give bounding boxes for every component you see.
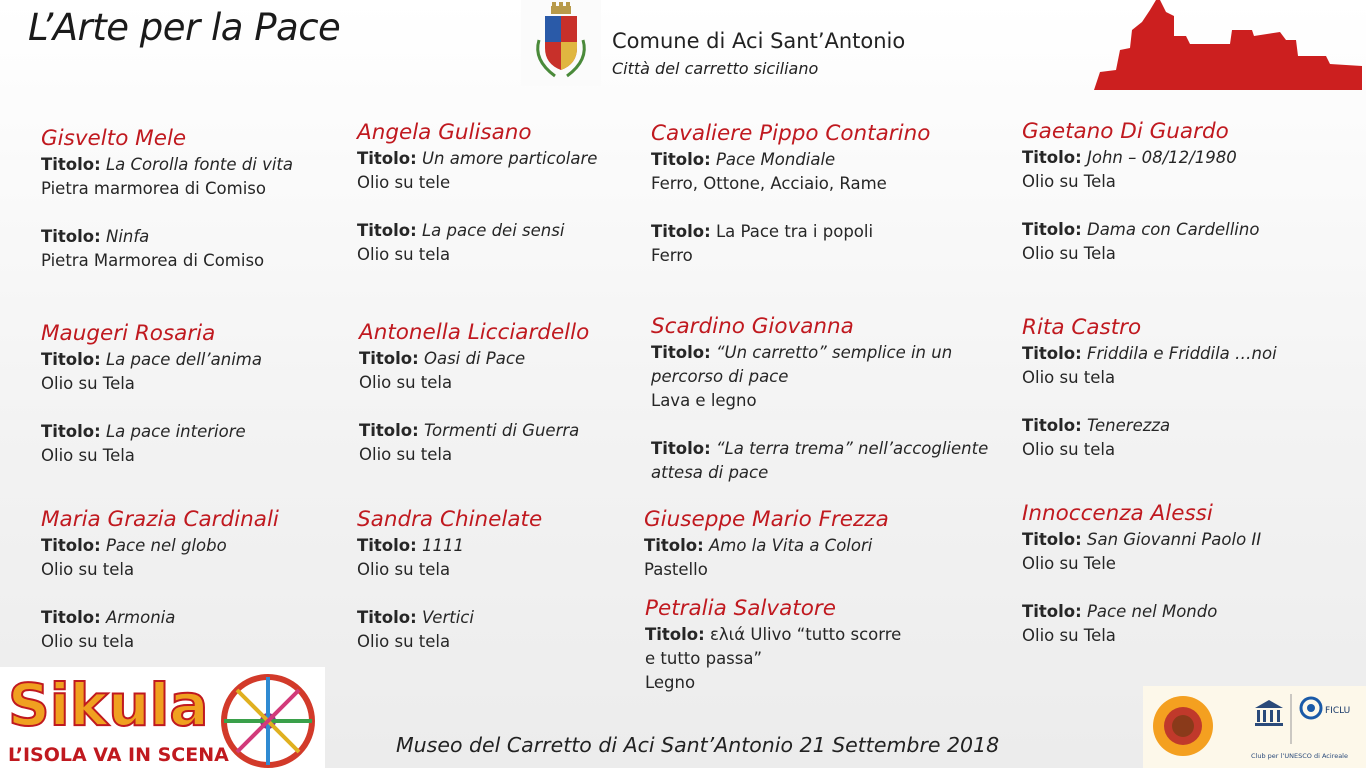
title-label: Titolo: xyxy=(41,422,101,441)
artist-name: Rita Castro xyxy=(1022,315,1142,340)
artwork xyxy=(359,347,679,395)
artist-name: Innoccenza Alessi xyxy=(1022,501,1213,526)
artist-card xyxy=(41,125,361,273)
ficlu-emblem-icon xyxy=(1301,698,1321,718)
artwork-title: ελιά Ulivo “tutto scorre xyxy=(709,625,902,644)
artist-name: Scardino Giovanna xyxy=(651,314,854,339)
unesco-club-logo xyxy=(1143,686,1366,768)
title-label: Titolo: xyxy=(357,221,417,240)
artwork-medium: Olio su tela xyxy=(1022,440,1116,459)
artwork-title: La pace dell’anima xyxy=(105,350,262,369)
artist-name: Sandra Chinelate xyxy=(357,507,543,532)
title-label: Titolo: xyxy=(1022,220,1082,239)
artwork xyxy=(651,220,971,268)
title-label: Titolo: xyxy=(645,625,705,644)
title-label: Titolo: xyxy=(41,155,101,174)
artwork-title: “La terra trema” nell’accogliente xyxy=(715,439,989,458)
artwork-medium: Olio su Tela xyxy=(41,446,135,465)
artist-name: Antonella Licciardello xyxy=(359,320,590,345)
artwork xyxy=(357,534,677,582)
title-label: Titolo: xyxy=(1022,416,1082,435)
artist-name: Giuseppe Mario Frezza xyxy=(644,507,889,532)
artwork-medium: Pietra marmorea di Comiso xyxy=(41,179,266,198)
sikula-logo xyxy=(0,667,325,768)
artwork xyxy=(644,534,964,582)
artwork-title-continued: e tutto passa” xyxy=(645,649,763,668)
artwork-title: San Giovanni Paolo II xyxy=(1086,530,1262,549)
artwork-title: 1111 xyxy=(421,536,464,555)
artwork xyxy=(1022,528,1342,576)
artwork xyxy=(41,225,361,273)
artwork-title: Pace nel Mondo xyxy=(1086,602,1218,621)
artwork xyxy=(357,219,677,267)
artwork-medium: Olio su Tela xyxy=(1022,172,1116,191)
unesco-temple-icon xyxy=(1255,700,1283,726)
artist-card xyxy=(1022,314,1342,462)
artwork-medium: Olio su tela xyxy=(359,373,453,392)
artist-name: Petralia Salvatore xyxy=(645,596,836,621)
artwork xyxy=(41,348,361,396)
artwork-medium: Pastello xyxy=(644,560,708,579)
artist-name: Angela Gulisano xyxy=(357,120,532,145)
artwork-medium: Olio su Tele xyxy=(1022,554,1116,573)
artwork-title: La Pace tra i popoli xyxy=(715,222,874,241)
artwork-medium: Olio su tela xyxy=(357,632,451,651)
artwork-medium: Olio su tela xyxy=(1022,368,1116,387)
artist-name: Gisvelto Mele xyxy=(41,126,187,151)
sun-emblem-icon xyxy=(1153,696,1213,756)
sikula-wordmark: Sikula xyxy=(8,671,209,739)
artwork-title: “Un carretto” semplice in un xyxy=(715,343,953,362)
artwork-title: Pace Mondiale xyxy=(715,150,836,169)
artwork-medium: Olio su tela xyxy=(359,445,453,464)
title-label: Titolo: xyxy=(651,222,711,241)
artist-card xyxy=(357,119,677,267)
title-label: Titolo: xyxy=(41,227,101,246)
artwork xyxy=(651,148,971,196)
artwork xyxy=(41,420,361,468)
artist-card xyxy=(359,319,679,467)
artwork-medium: Olio su Tela xyxy=(1022,244,1116,263)
title-label: Titolo: xyxy=(1022,602,1082,621)
artist-card xyxy=(41,506,361,654)
coat-of-arms-logo xyxy=(521,0,601,86)
artwork xyxy=(1022,414,1342,462)
artwork-medium: Olio su Tela xyxy=(41,374,135,393)
artwork-title: John – 08/12/1980 xyxy=(1086,148,1237,167)
artwork xyxy=(651,437,989,485)
artwork-title: La pace interiore xyxy=(105,422,246,441)
artist-card xyxy=(1022,500,1342,648)
artwork xyxy=(1022,146,1342,194)
artist-card xyxy=(1022,118,1342,266)
page-title: L’Arte per la Pace xyxy=(28,6,341,49)
artwork-title: Pace nel globo xyxy=(105,536,227,555)
artwork xyxy=(1022,342,1342,390)
artwork xyxy=(41,534,361,582)
artwork-title-continued: percorso di pace xyxy=(651,367,789,386)
artist-name: Gaetano Di Guardo xyxy=(1022,119,1229,144)
title-label: Titolo: xyxy=(359,421,419,440)
artwork xyxy=(1022,218,1342,266)
artwork-medium: Olio su Tela xyxy=(1022,626,1116,645)
title-label: Titolo: xyxy=(357,536,417,555)
artwork-medium: Legno xyxy=(645,673,696,692)
title-label: Titolo: xyxy=(644,536,704,555)
artwork-medium: Lava e legno xyxy=(651,391,757,410)
artwork xyxy=(1022,600,1342,648)
artwork-medium: Olio su tela xyxy=(357,245,451,264)
artwork-title: La pace dei sensi xyxy=(421,221,565,240)
artwork-medium: Pietra Marmorea di Comiso xyxy=(41,251,265,270)
artwork xyxy=(645,623,965,695)
title-label: Titolo: xyxy=(359,349,419,368)
title-label: Titolo: xyxy=(651,343,711,362)
artist-card xyxy=(651,313,989,485)
artist-name: Maria Grazia Cardinali xyxy=(41,507,279,532)
artwork-title: La Corolla fonte di vita xyxy=(105,155,294,174)
artwork-title-continued: attesa di pace xyxy=(651,463,769,482)
castle-silhouette-logo xyxy=(1090,0,1366,92)
artwork-title: Dama con Cardellino xyxy=(1086,220,1260,239)
title-label: Titolo: xyxy=(651,439,711,458)
artist-card xyxy=(645,595,965,695)
artwork-medium: Olio su tela xyxy=(41,632,135,651)
title-label: Titolo: xyxy=(651,150,711,169)
artist-card xyxy=(644,506,964,582)
artwork-title: Tenerezza xyxy=(1086,416,1171,435)
ficlu-label: FICLU xyxy=(1325,706,1351,716)
artist-card xyxy=(357,506,677,654)
artwork-title: Amo la Vita a Colori xyxy=(708,536,873,555)
artwork-medium: Olio su tele xyxy=(357,173,451,192)
title-label: Titolo: xyxy=(41,536,101,555)
artwork-title: Armonia xyxy=(105,608,176,627)
artwork xyxy=(41,606,361,654)
artwork-medium: Ferro xyxy=(651,246,693,265)
artwork-title: Ninfa xyxy=(105,227,150,246)
title-label: Titolo: xyxy=(1022,148,1082,167)
artwork xyxy=(359,419,679,467)
artwork xyxy=(651,341,971,413)
sikula-tagline: L’ISOLA VA IN SCENA xyxy=(8,744,229,766)
comune-name: Comune di Aci Sant’Antonio xyxy=(612,29,906,53)
artwork-medium: Ferro, Ottone, Acciaio, Rame xyxy=(651,174,887,193)
title-label: Titolo: xyxy=(41,350,101,369)
artwork-title: Friddila e Friddila …noi xyxy=(1086,344,1277,363)
artwork xyxy=(357,147,677,195)
artist-card xyxy=(41,320,361,468)
title-label: Titolo: xyxy=(41,608,101,627)
artwork xyxy=(357,606,677,654)
artwork-title: Un amore particolare xyxy=(421,149,598,168)
comune-subtitle: Città del carretto siciliano xyxy=(612,59,819,78)
title-label: Titolo: xyxy=(1022,530,1082,549)
artwork-medium: Olio su tela xyxy=(41,560,135,579)
title-label: Titolo: xyxy=(1022,344,1082,363)
artist-name: Maugeri Rosaria xyxy=(41,321,216,346)
club-label: Club per l’UNESCO di Acireale xyxy=(1251,752,1348,760)
artwork-medium: Olio su tela xyxy=(357,560,451,579)
footer-caption: Museo del Carretto di Aci Sant’Antonio 21 Settembre 2018 xyxy=(396,733,1000,757)
title-label: Titolo: xyxy=(357,149,417,168)
artist-name: Cavaliere Pippo Contarino xyxy=(651,121,931,146)
title-label: Titolo: xyxy=(357,608,417,627)
artwork-title: Tormenti di Guerra xyxy=(423,421,580,440)
artwork-title: Oasi di Pace xyxy=(423,349,526,368)
artwork-title: Vertici xyxy=(421,608,474,627)
cart-wheel-icon xyxy=(224,677,312,765)
artist-card xyxy=(651,120,971,268)
artwork xyxy=(41,153,361,201)
